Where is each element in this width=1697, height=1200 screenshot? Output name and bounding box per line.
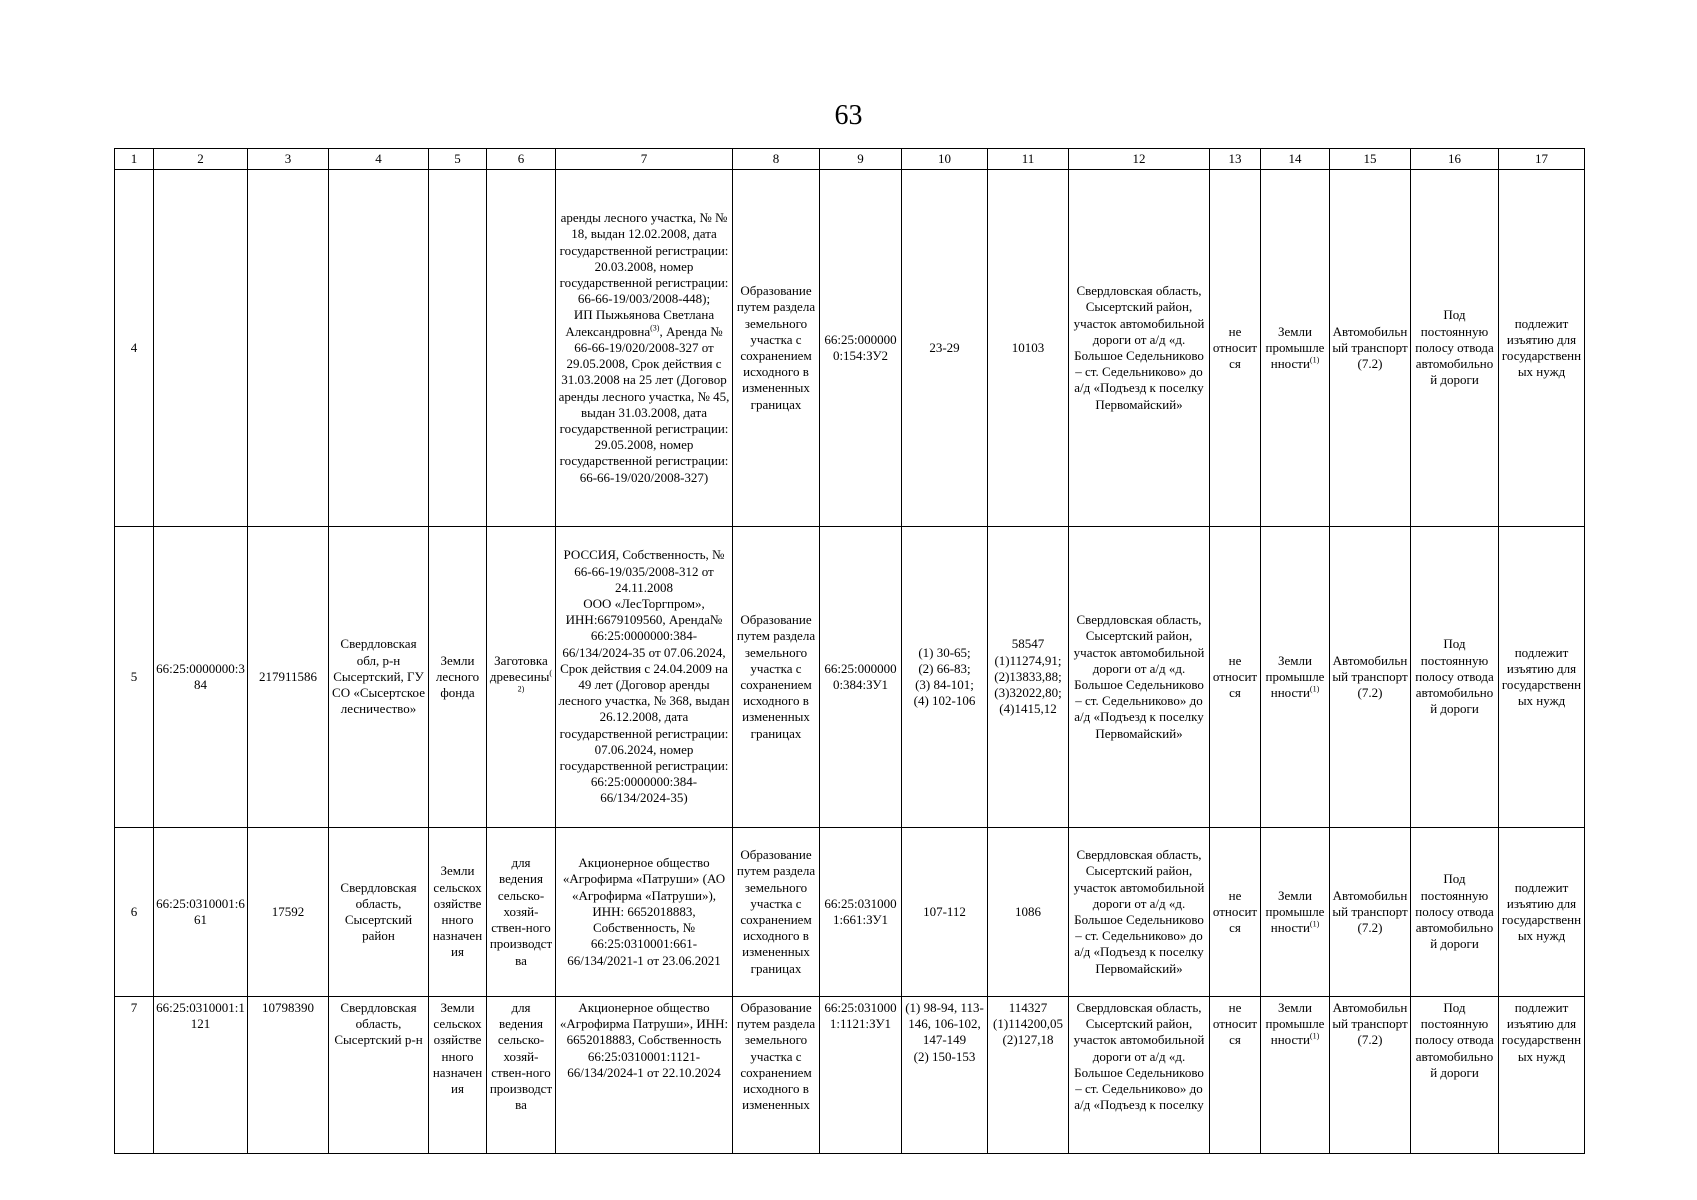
footnote-mark: (1) [1309, 1032, 1320, 1042]
new-use-cell: Автомобильный транспорт (7.2) [1330, 527, 1411, 828]
header-cell: 15 [1330, 149, 1411, 170]
relation-cell: не относится [1210, 527, 1261, 828]
new-plot-id-cell: 66:25:0000000:384:ЗУ1 [820, 527, 902, 828]
address-cell [329, 170, 429, 527]
row-number-cell: 7 [115, 997, 154, 1154]
seizure-cell: подлежит изъятию для государственных нужд [1499, 170, 1585, 527]
new-category-cell [1261, 828, 1330, 997]
area-cell: 17592 [248, 828, 329, 997]
seizure-cell: подлежит изъятию для государственных нужд [1499, 997, 1585, 1154]
rights-text: аренды лесного участка, № № 18, выдан 12.02.2008, дата государственной регистрации: 20.03.2008, номер государственной регистрации: 66-66-19/003/2008-448); ИП Пыжьянова Светлана Александровна [559, 210, 729, 339]
header-cell: 7 [556, 149, 733, 170]
formation-method-cell: Образование путем раздела земельного участка с сохранением исходного в измененных границах [733, 527, 820, 828]
relation-cell: не относится [1210, 828, 1261, 997]
new-area-cell: 58547 (1)11274,91; (2)13833,88; (3)32022,80; (4)1415,12 [988, 527, 1069, 828]
table-row [115, 828, 1585, 997]
header-cell: 1 [115, 149, 154, 170]
use-text: Заготовка древесины [489, 652, 550, 684]
cadastral-number-cell: 66:25:0310001:661 [154, 828, 248, 997]
permitted-use-cell: для ведения сельско-хозяй-ствен-ного производства [487, 997, 556, 1154]
footnote-mark: (1) [1309, 684, 1320, 694]
rights-holder-cell: Акционерное общество «Агрофирма Патруши», ИНН: 6652018883, Собственность 66:25:0310001:1121-66/134/2024-1 от 22.10.2024 [556, 997, 733, 1154]
new-area-cell: 1086 [988, 828, 1069, 997]
boundary-points-cell: 23-29 [902, 170, 988, 527]
land-category-cell: Земли сельскохозяйственного назначения [429, 997, 487, 1154]
relation-cell: не относится [1210, 997, 1261, 1154]
location-cell: Свердловская область, Сысертский район, участок автомобильной дороги от а/д «д. Большое Седельниково – ст. Седельниково» до а/д «Подъезд к поселку Первомайский» [1069, 170, 1210, 527]
new-category-cell [1261, 170, 1330, 527]
area-cell: 217911586 [248, 527, 329, 828]
formation-method-cell: Образование путем раздела земельного участка с сохранением исходного в измененных границах [733, 828, 820, 997]
row-number-cell: 5 [115, 527, 154, 828]
footnote-mark: (1) [1309, 355, 1320, 365]
table-row [115, 997, 1585, 1154]
rights-text: , Аренда № 66-66-19/020/2008-327 от 29.05.2008, Срок действия с 31.03.2008 на 25 лет (Договор аренды лесного участка, № 45, выдан 31.03.2008, дата государственной регистрации: 29.05.2008, номер государственной регистрации: 66-66-19/020/2008-327) [558, 323, 730, 485]
footnote-mark: (1) [1309, 919, 1320, 929]
address-cell: Свердловская область, Сысертский район [329, 828, 429, 997]
purpose-cell: Под постоянную полосу отвода автомобильной дороги [1411, 997, 1499, 1154]
header-cell: 11 [988, 149, 1069, 170]
seizure-cell: подлежит изъятию для государственных нужд [1499, 828, 1585, 997]
table-row [115, 170, 1585, 527]
permitted-use-cell: для ведения сельско-хозяй-ствен-ного производства [487, 828, 556, 997]
area-cell [248, 170, 329, 527]
category-text: Земли промышленности [1265, 323, 1325, 372]
header-cell: 17 [1499, 149, 1585, 170]
rights-holder-cell [556, 170, 733, 527]
row-number-cell: 4 [115, 170, 154, 527]
address-cell: Свердловская область, Сысертский р-н [329, 997, 429, 1154]
header-row [115, 149, 1585, 170]
new-plot-id-cell: 66:25:0310001:1121:ЗУ1 [820, 997, 902, 1154]
boundary-points-cell: (1) 30-65; (2) 66-83; (3) 84-101; (4) 102-106 [902, 527, 988, 828]
header-cell: 8 [733, 149, 820, 170]
header-cell: 4 [329, 149, 429, 170]
category-text: Земли промышленности [1265, 1000, 1325, 1048]
new-use-cell: Автомобильный транспорт (7.2) [1330, 828, 1411, 997]
land-category-cell: Земли сельскохозяйственного назначения [429, 828, 487, 997]
category-text: Земли промышленности [1265, 652, 1325, 701]
relation-cell: не относится [1210, 170, 1261, 527]
new-use-cell: Автомобильный транспорт (7.2) [1330, 997, 1411, 1154]
new-area-cell: 114327 (1)114200,05 (2)127,18 [988, 997, 1069, 1154]
formation-method-cell: Образование путем раздела земельного участка с сохранением исходного в измененных [733, 997, 820, 1154]
boundary-points-cell: 107-112 [902, 828, 988, 997]
new-category-cell [1261, 527, 1330, 828]
new-plot-id-cell: 66:25:0000000:154:ЗУ2 [820, 170, 902, 527]
location-cell: Свердловская область, Сысертский район, участок автомобильной дороги от а/д «д. Большое Седельниково – ст. Седельниково» до а/д «Подъезд к поселку Первомайский» [1069, 527, 1210, 828]
rights-holder-cell: РОССИЯ, Собственность, № 66-66-19/035/2008-312 от 24.11.2008 ООО «ЛесТоргпром», ИНН:6679109560, Аренда№ 66:25:0000000:384-66/134/2024-35 от 07.06.2024, Срок действия с 24.04.2009 на 49 лет (Договор аренды лесного участка, № 368, выдан 26.12.2008, дата государственной регистрации: 07.06.2024, номер государственной регистрации: 66:25:0000000:384-66/134/2024-35) [556, 527, 733, 828]
purpose-cell: Под постоянную полосу отвода автомобильной дороги [1411, 170, 1499, 527]
header-cell: 5 [429, 149, 487, 170]
header-cell: 10 [902, 149, 988, 170]
row-number-cell: 6 [115, 828, 154, 997]
address-cell: Свердловская обл, р-н Сысертский, ГУ СО «Сысертское лесничество» [329, 527, 429, 828]
permitted-use-cell [487, 170, 556, 527]
footnote-mark: (2) [517, 668, 553, 694]
category-text: Земли промышленности [1265, 887, 1325, 936]
location-cell: Свердловская область, Сысертский район, участок автомобильной дороги от а/д «д. Большое Седельниково – ст. Седельниково» до а/д «Подъезд к поселку Первомайский» [1069, 828, 1210, 997]
land-plots-table [114, 148, 1585, 1154]
purpose-cell: Под постоянную полосу отвода автомобильной дороги [1411, 828, 1499, 997]
page-number: 63 [834, 100, 863, 131]
header-cell: 3 [248, 149, 329, 170]
new-plot-id-cell: 66:25:0310001:661:ЗУ1 [820, 828, 902, 997]
purpose-cell: Под постоянную полосу отвода автомобильной дороги [1411, 527, 1499, 828]
header-cell: 12 [1069, 149, 1210, 170]
new-use-cell: Автомобильный транспорт (7.2) [1330, 170, 1411, 527]
seizure-cell: подлежит изъятию для государственных нужд [1499, 527, 1585, 828]
rights-holder-cell: Акционерное общество «Агрофирма «Патруши» (АО «Агрофирма «Патруши»), ИНН: 6652018883, Собственность, № 66:25:0310001:661-66/134/2021-1 от 23.06.2021 [556, 828, 733, 997]
header-cell: 2 [154, 149, 248, 170]
formation-method-cell: Образование путем раздела земельного участка с сохранением исходного в измененных границах [733, 170, 820, 527]
land-category-cell [429, 170, 487, 527]
location-cell: Свердловская область, Сысертский район, участок автомобильной дороги от а/д «д. Большое Седельниково – ст. Седельниково» до а/д «Подъезд к поселку [1069, 997, 1210, 1154]
header-cell: 16 [1411, 149, 1499, 170]
cadastral-number-cell: 66:25:0000000:384 [154, 527, 248, 828]
permitted-use-cell [487, 527, 556, 828]
cadastral-number-cell: 66:25:0310001:1121 [154, 997, 248, 1154]
table-row [115, 527, 1585, 828]
new-area-cell: 10103 [988, 170, 1069, 527]
header-cell: 6 [487, 149, 556, 170]
cadastral-number-cell [154, 170, 248, 527]
header-cell: 9 [820, 149, 902, 170]
new-category-cell [1261, 997, 1330, 1154]
header-cell: 14 [1261, 149, 1330, 170]
area-cell: 10798390 [248, 997, 329, 1154]
footnote-mark: (3) [650, 323, 660, 333]
boundary-points-cell: (1) 98-94, 113-146, 106-102, 147-149 (2) 150-153 [902, 997, 988, 1154]
header-cell: 13 [1210, 149, 1261, 170]
land-category-cell: Земли лесного фонда [429, 527, 487, 828]
